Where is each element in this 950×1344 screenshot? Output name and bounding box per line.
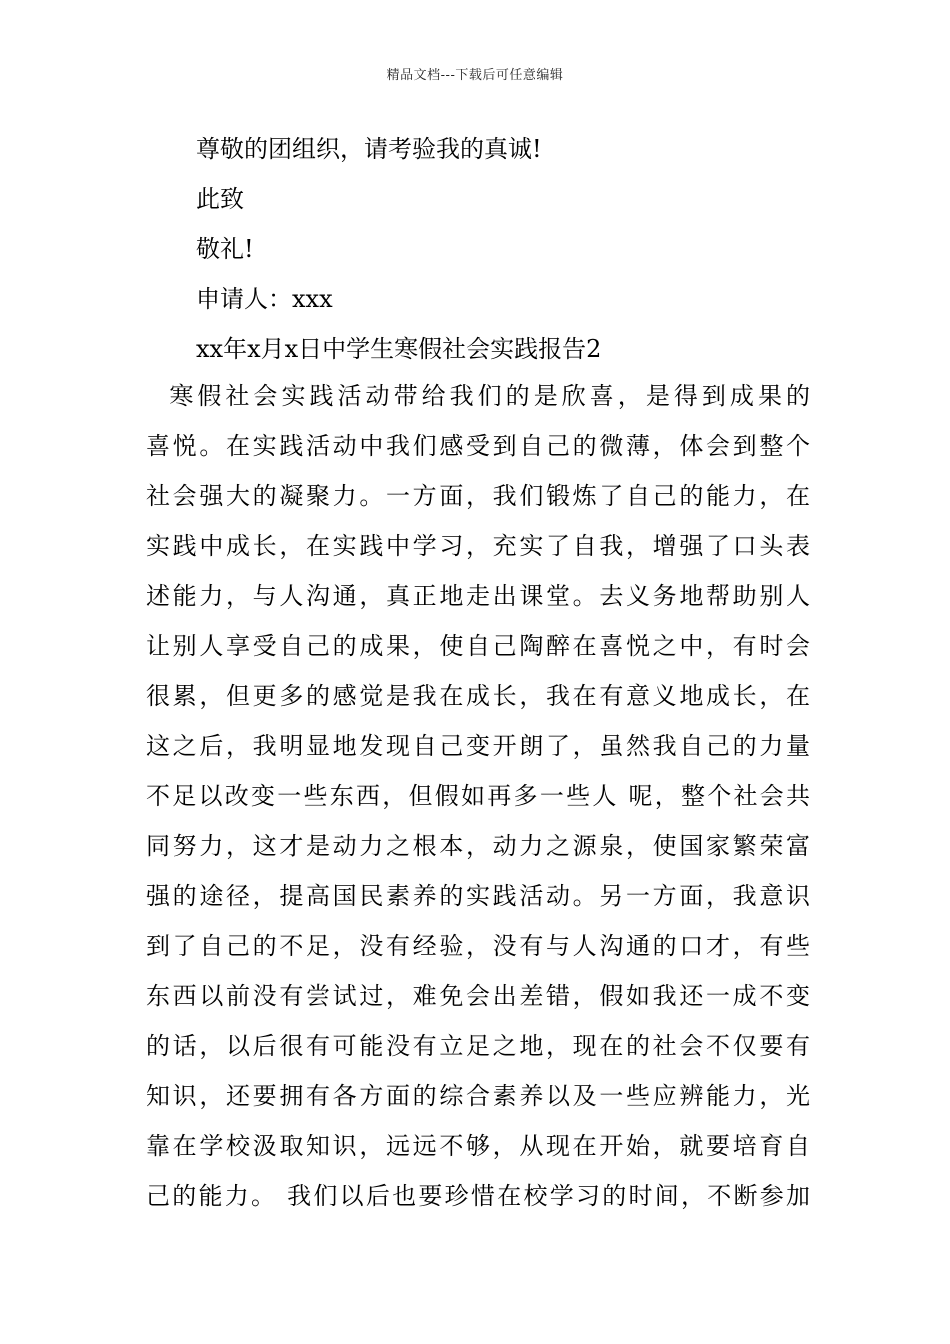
- report-line: 到了自己的不足，没有经验，没有与人沟通的口才，有些: [146, 932, 810, 960]
- report-line: 靠在学校汲取知识，远远不够，从现在开始，就要培育自: [146, 1132, 810, 1160]
- report-line: 强的途径，提高国民素养的实践活动。另一方面，我意识: [146, 882, 810, 910]
- report-line: 社会强大的凝聚力。一方面，我们锻炼了自己的能力，在: [146, 482, 810, 510]
- report-title: xx年x月x日中学生寒假社会实践报告2: [196, 335, 602, 363]
- applicant-signature: 申请人：xxx: [196, 285, 333, 313]
- report-line: 同努力，这才是动力之根本，动力之源泉，使国家繁荣富: [146, 832, 810, 860]
- report-line: 东西以前没有尝试过，难免会出差错，假如我还一成不变: [146, 982, 810, 1010]
- report-line: 实践中成长，在实践中学习，充实了自我，增强了口头表: [146, 532, 810, 560]
- report-line: 己的能力。 我们以后也要珍惜在校学习的时间，不断参加: [146, 1182, 810, 1210]
- report-line: 述能力，与人沟通，真正地走出课堂。去义务地帮助别人: [146, 582, 810, 610]
- report-line: 这之后，我明显地发现自己变开朗了，虽然我自己的力量: [146, 732, 810, 760]
- salutation-line-2: 敬礼!: [196, 235, 254, 263]
- report-line: 让别人享受自己的成果，使自己陶醉在喜悦之中，有时会: [146, 632, 810, 660]
- salutation-line-1: 此致: [196, 185, 244, 213]
- report-line: 的话，以后很有可能没有立足之地，现在的社会不仅要有: [146, 1032, 810, 1060]
- report-line: 知识，还要拥有各方面的综合素养以及一些应辨能力，光: [146, 1082, 810, 1110]
- report-line: 寒假社会实践活动带给我们的是欣喜，是得到成果的: [146, 382, 810, 410]
- report-line: 喜悦。在实践活动中我们感受到自己的微薄，体会到整个: [146, 432, 810, 460]
- report-line: 不足以改变一些东西，但假如再多一些人 呢，整个社会共: [146, 782, 810, 810]
- report-line: 很累，但更多的感觉是我在成长，我在有意义地成长，在: [146, 682, 810, 710]
- closing-line: 尊敬的团组织，请考验我的真诚!: [196, 135, 542, 163]
- page-header: 精品文档---下载后可任意编辑: [386, 68, 564, 83]
- report-body: [146, 378, 810, 1228]
